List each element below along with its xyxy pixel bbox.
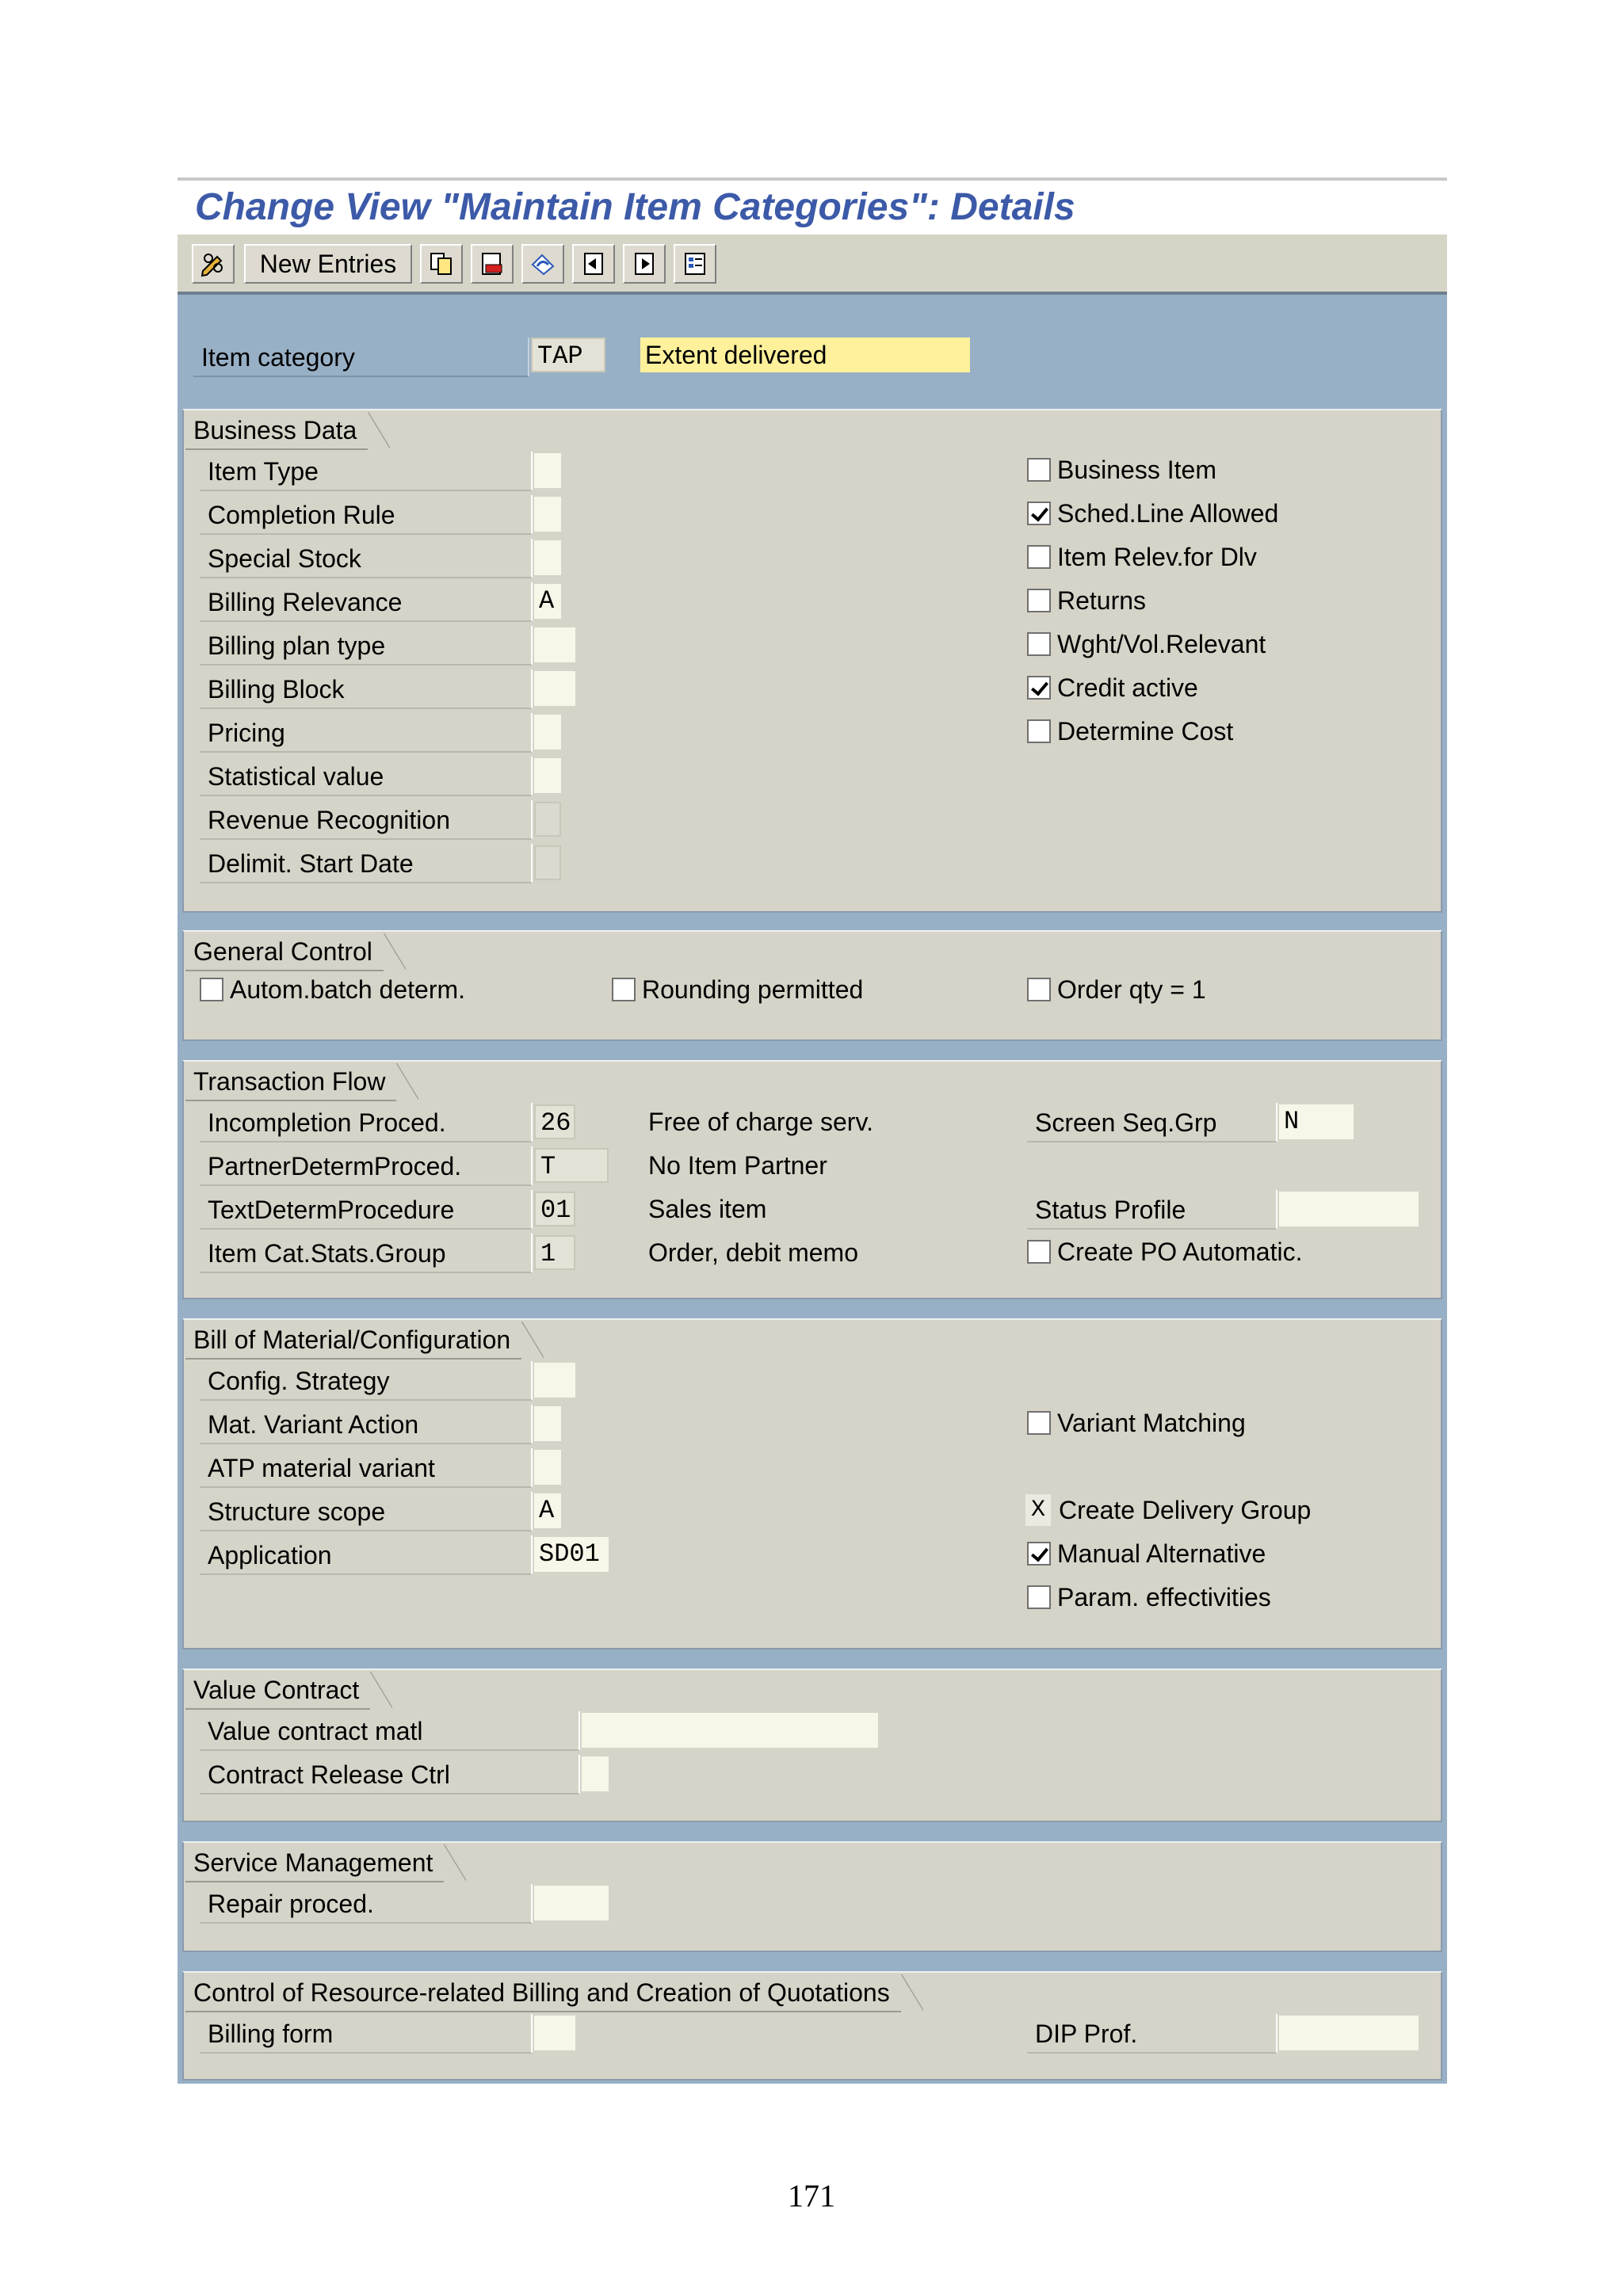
partner-determ-proced-field[interactable]: T [534, 1148, 609, 1183]
value-contract-group [182, 1669, 1442, 1822]
manual-alternative-checkbox[interactable] [1027, 1542, 1051, 1566]
delimit-start-date-field[interactable] [534, 845, 561, 880]
value-contract-title: Value Contract [185, 1672, 370, 1710]
value-contract-matl-label: Value contract matl [200, 1711, 580, 1751]
param-effectivities-checkbox[interactable] [1027, 1585, 1051, 1609]
dip-prof-label: DIP Prof. [1027, 2014, 1277, 2054]
item-type-field[interactable] [534, 453, 561, 488]
create-po-automatic-label: Create PO Automatic. [1057, 1238, 1303, 1266]
undo-icon [529, 250, 556, 277]
service-management-group [182, 1841, 1442, 1952]
item-cat-stats-group-desc: Order, debit memo [648, 1238, 858, 1267]
copy-icon [428, 250, 455, 277]
item-category-field[interactable]: TAP [531, 338, 605, 372]
application-toolbar [178, 235, 1447, 295]
rounding-permitted-label: Rounding permitted [642, 975, 864, 1004]
create-delivery-group-field[interactable]: X [1025, 1494, 1051, 1526]
item-type-label: Item Type [200, 452, 533, 491]
business-data-group [182, 409, 1442, 913]
dip-prof-field[interactable] [1279, 2016, 1419, 2050]
config-strategy-field[interactable] [534, 1363, 575, 1398]
billing-form-label: Billing form [200, 2014, 533, 2054]
sap-window [178, 177, 1447, 2084]
sched-line-allowed-checkbox[interactable] [1027, 502, 1051, 525]
partner-determ-proced-label: PartnerDetermProced. [200, 1146, 533, 1186]
screen-seq-grp-field[interactable]: N [1279, 1104, 1354, 1139]
wght-vol-relevant-label: Wght/Vol.Relevant [1057, 630, 1266, 658]
item-category-description: Extent delivered [640, 338, 970, 372]
bom-configuration-group [182, 1318, 1442, 1650]
item-relev-for-dlv-checkbox[interactable] [1027, 545, 1051, 569]
next-entry-button[interactable] [623, 244, 666, 284]
status-profile-label: Status Profile [1027, 1190, 1277, 1230]
atp-material-variant-label: ATP material variant [200, 1448, 533, 1488]
business-item-checkbox[interactable] [1027, 458, 1051, 482]
completion-rule-label: Completion Rule [200, 495, 533, 535]
delimit-start-date-label: Delimit. Start Date [200, 844, 533, 883]
mat-variant-action-field[interactable] [534, 1406, 561, 1441]
special-stock-field[interactable] [534, 540, 561, 575]
title-bar [178, 177, 1447, 235]
text-determ-procedure-field[interactable]: 01 [534, 1192, 575, 1226]
general-control-title: General Control [185, 933, 384, 971]
billing-relevance-field[interactable]: A [534, 584, 561, 619]
business-data-title: Business Data [185, 412, 368, 450]
pricing-field[interactable] [534, 715, 561, 749]
application-field[interactable]: SD01 [534, 1537, 609, 1572]
contract-release-ctrl-field[interactable] [582, 1756, 609, 1791]
application-label: Application [200, 1535, 533, 1575]
billing-relevance-label: Billing Relevance [200, 582, 533, 622]
mat-variant-action-label: Mat. Variant Action [200, 1405, 533, 1444]
item-category-label: Item category [193, 338, 529, 377]
item-cat-stats-group-field[interactable]: 1 [534, 1235, 575, 1270]
status-profile-field[interactable] [1279, 1192, 1419, 1226]
create-delivery-group-label: Create Delivery Group [1059, 1496, 1312, 1524]
text-determ-procedure-label: TextDetermProcedure [200, 1190, 533, 1230]
revenue-recognition-field[interactable] [534, 802, 561, 837]
pricing-label: Pricing [200, 713, 533, 753]
determine-cost-checkbox[interactable] [1027, 719, 1051, 743]
partner-determ-proced-desc: No Item Partner [648, 1151, 827, 1180]
item-cat-stats-group-label: Item Cat.Stats.Group [200, 1234, 533, 1273]
returns-label: Returns [1057, 586, 1147, 615]
value-contract-matl-field[interactable] [582, 1713, 878, 1748]
statistical-value-field[interactable] [534, 758, 561, 793]
billing-form-field[interactable] [534, 2016, 575, 2050]
header-area [178, 296, 1447, 399]
variant-matching-label: Variant Matching [1057, 1409, 1246, 1437]
bom-configuration-title: Bill of Material/Configuration [185, 1322, 521, 1360]
create-po-automatic-checkbox[interactable] [1027, 1240, 1051, 1264]
param-effectivities-label: Param. effectivities [1057, 1583, 1271, 1611]
repair-proced-field[interactable] [534, 1886, 609, 1920]
edit-glasses-button[interactable] [192, 244, 235, 284]
incompletion-proced-desc: Free of charge serv. [648, 1108, 873, 1136]
variant-matching-checkbox[interactable] [1027, 1411, 1051, 1435]
copy-button[interactable] [420, 244, 463, 284]
repair-proced-label: Repair proced. [200, 1884, 533, 1924]
business-item-label: Business Item [1057, 456, 1216, 484]
revenue-recognition-label: Revenue Recognition [200, 800, 533, 840]
autom-batch-determ-checkbox[interactable] [200, 978, 223, 1001]
incompletion-proced-field[interactable]: 26 [534, 1104, 575, 1139]
statistical-value-label: Statistical value [200, 757, 533, 796]
resource-billing-group [182, 1971, 1442, 2081]
autom-batch-determ-label: Autom.batch determ. [230, 975, 466, 1004]
sched-line-allowed-label: Sched.Line Allowed [1057, 499, 1279, 528]
special-stock-label: Special Stock [200, 539, 533, 578]
window-title: Change View "Maintain Item Categories": Details [195, 186, 1075, 228]
credit-active-label: Credit active [1057, 673, 1198, 702]
order-qty-one-label: Order qty = 1 [1057, 975, 1206, 1004]
previous-entry-icon [580, 250, 607, 277]
new-entries-label: New Entries [259, 249, 397, 278]
delete-button[interactable] [471, 244, 514, 284]
billing-block-label: Billing Block [200, 669, 533, 709]
transaction-flow-group [182, 1060, 1442, 1299]
select-all-icon [682, 250, 708, 277]
general-control-group [182, 930, 1442, 1041]
next-entry-icon [631, 250, 658, 277]
billing-plan-type-label: Billing plan type [200, 626, 533, 666]
transaction-flow-title: Transaction Flow [185, 1063, 396, 1101]
config-strategy-label: Config. Strategy [200, 1361, 533, 1401]
new-entries-button[interactable] [244, 244, 412, 284]
select-all-button[interactable] [674, 244, 716, 284]
wght-vol-relevant-checkbox[interactable] [1027, 632, 1051, 656]
rounding-permitted-checkbox[interactable] [612, 978, 636, 1001]
structure-scope-field[interactable]: A [534, 1493, 561, 1528]
returns-checkbox[interactable] [1027, 589, 1051, 612]
item-relev-for-dlv-label: Item Relev.for Dlv [1057, 543, 1257, 571]
incompletion-proced-label: Incompletion Proced. [200, 1103, 533, 1142]
previous-entry-button[interactable] [572, 244, 615, 284]
undo-button[interactable] [521, 244, 564, 284]
credit-active-checkbox[interactable] [1027, 676, 1051, 700]
determine-cost-label: Determine Cost [1057, 717, 1234, 746]
text-determ-procedure-desc: Sales item [648, 1195, 767, 1223]
service-management-title: Service Management [185, 1844, 444, 1882]
manual-alternative-label: Manual Alternative [1057, 1539, 1266, 1568]
structure-scope-label: Structure scope [200, 1492, 533, 1531]
delete-icon [479, 250, 506, 277]
resource-billing-title: Control of Resource-related Billing and Creation of Quotations [185, 1974, 901, 2012]
order-qty-one-checkbox[interactable] [1027, 978, 1051, 1001]
edit-glasses-icon [200, 250, 227, 277]
completion-rule-field[interactable] [534, 497, 561, 532]
screen-seq-grp-label: Screen Seq.Grp [1027, 1103, 1277, 1142]
contract-release-ctrl-label: Contract Release Ctrl [200, 1755, 580, 1794]
billing-block-field[interactable] [534, 671, 575, 706]
atp-material-variant-field[interactable] [534, 1450, 561, 1485]
billing-plan-type-field[interactable] [534, 627, 575, 662]
page-number: 171 [788, 2178, 835, 2214]
